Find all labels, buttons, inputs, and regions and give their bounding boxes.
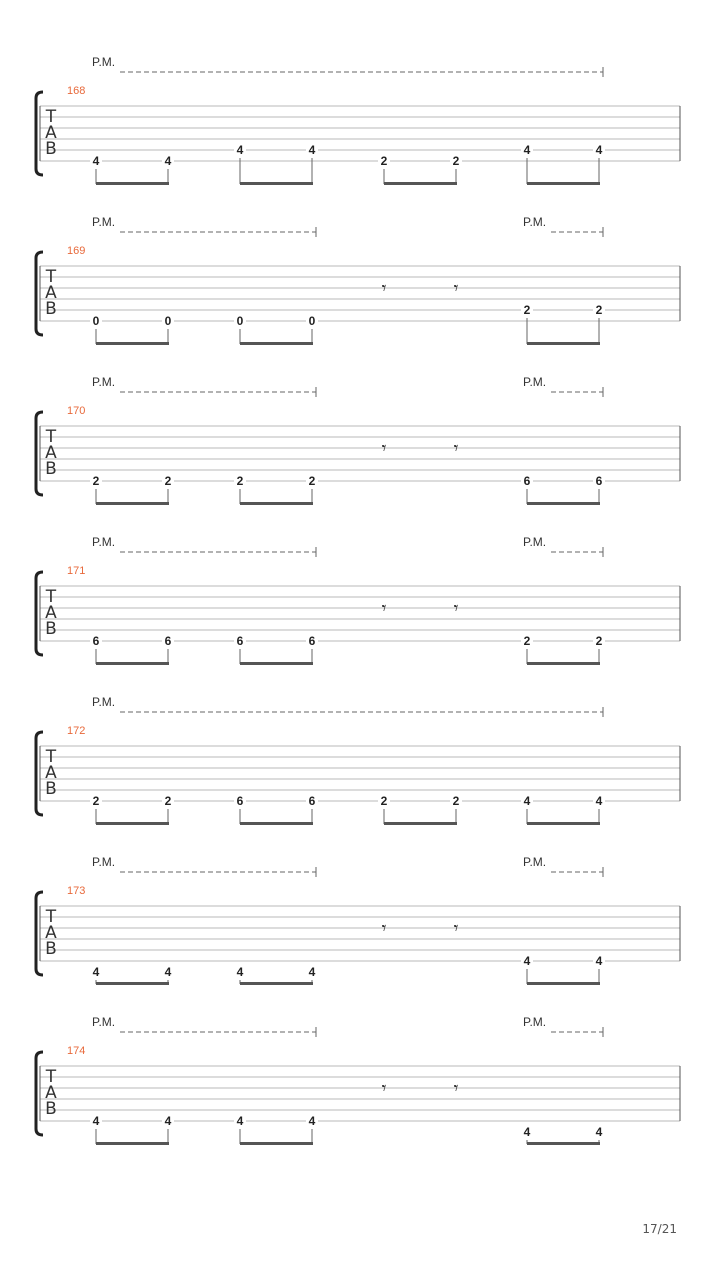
palm-mute-label: P.M.	[92, 55, 116, 69]
tab-system-170	[36, 375, 680, 505]
tab-clef-letter: B	[45, 299, 57, 319]
fret-number: 4	[236, 1114, 244, 1128]
tab-clef-letter: B	[45, 939, 57, 959]
palm-mute-label: P.M.	[92, 1015, 116, 1029]
fret-number: 2	[164, 794, 172, 808]
fret-number: 4	[164, 154, 172, 168]
eighth-beam	[96, 1142, 169, 1145]
measure-number: 171	[67, 565, 86, 577]
fret-number: 2	[236, 474, 244, 488]
measure-number: 172	[67, 725, 86, 737]
eighth-beam	[96, 182, 169, 185]
eighth-beam	[240, 182, 313, 185]
fret-number: 6	[164, 634, 172, 648]
fret-number: 2	[523, 634, 531, 648]
fret-number: 2	[452, 794, 460, 808]
palm-mute-label: P.M.	[92, 215, 116, 229]
tab-clef-letter: T	[45, 747, 57, 767]
fret-number: 4	[523, 143, 531, 157]
fret-number: 6	[308, 794, 316, 808]
eighth-rest: 𝄾	[453, 438, 459, 459]
fret-number: 2	[380, 794, 388, 808]
tab-clef-letter: B	[45, 1099, 57, 1119]
fret-number: 4	[595, 143, 603, 157]
fret-number: 4	[308, 965, 316, 979]
tab-clef-letter: T	[45, 427, 57, 447]
fret-number: 4	[92, 154, 100, 168]
tab-clef-letter: T	[45, 1067, 57, 1087]
eighth-beam	[527, 982, 600, 985]
tab-clef-letter: B	[45, 779, 57, 799]
fret-number: 4	[236, 965, 244, 979]
tab-system-171	[36, 535, 680, 665]
tab-clef-letter: B	[45, 619, 57, 639]
tab-clef-letter: A	[45, 283, 57, 303]
tab-system-174	[36, 1015, 680, 1145]
fret-number: 2	[92, 474, 100, 488]
palm-mute-label: P.M.	[92, 695, 116, 709]
fret-number: 2	[595, 303, 603, 317]
tab-system-169	[36, 215, 680, 345]
eighth-beam	[527, 342, 600, 345]
eighth-rest: 𝄾	[453, 278, 459, 299]
fret-number: 2	[523, 303, 531, 317]
palm-mute-label: P.M.	[523, 375, 547, 389]
fret-number: 2	[92, 794, 100, 808]
eighth-beam	[240, 822, 313, 825]
measure-number: 168	[67, 85, 86, 97]
eighth-beam	[527, 662, 600, 665]
tab-clef-letter: A	[45, 923, 57, 943]
eighth-beam	[384, 822, 457, 825]
fret-number: 6	[308, 634, 316, 648]
eighth-rest: 𝄾	[381, 438, 387, 459]
tab-clef-letter: T	[45, 107, 57, 127]
fret-number: 4	[523, 1125, 531, 1139]
fret-number: 2	[308, 474, 316, 488]
eighth-beam	[527, 822, 600, 825]
palm-mute-label: P.M.	[92, 535, 116, 549]
eighth-rest: 𝄾	[381, 598, 387, 619]
fret-number: 4	[164, 965, 172, 979]
fret-number: 0	[308, 314, 316, 328]
fret-number: 4	[92, 965, 100, 979]
fret-number: 0	[164, 314, 172, 328]
tab-clef-letter: A	[45, 603, 57, 623]
eighth-rest: 𝄾	[381, 918, 387, 939]
fret-number: 2	[164, 474, 172, 488]
fret-number: 4	[595, 794, 603, 808]
palm-mute-label: P.M.	[92, 375, 116, 389]
fret-number: 4	[595, 1125, 603, 1139]
fret-number: 4	[595, 954, 603, 968]
eighth-beam	[96, 342, 169, 345]
fret-number: 6	[595, 474, 603, 488]
eighth-rest: 𝄾	[453, 918, 459, 939]
eighth-rest: 𝄾	[453, 598, 459, 619]
fret-number: 2	[380, 154, 388, 168]
eighth-rest: 𝄾	[381, 1078, 387, 1099]
tab-clef-letter: A	[45, 763, 57, 783]
fret-number: 2	[595, 634, 603, 648]
tab-system-168	[36, 55, 680, 185]
measure-number: 170	[67, 405, 86, 417]
tab-clef-letter: B	[45, 139, 57, 159]
measure-number: 173	[67, 885, 86, 897]
tab-system-173	[36, 855, 680, 985]
fret-number: 6	[236, 794, 244, 808]
fret-number: 6	[92, 634, 100, 648]
eighth-beam	[384, 182, 457, 185]
measure-number: 174	[67, 1045, 86, 1057]
tab-clef-letter: A	[45, 1083, 57, 1103]
fret-number: 4	[308, 1114, 316, 1128]
eighth-beam	[527, 182, 600, 185]
page-number: 17/21	[642, 1222, 677, 1236]
palm-mute-label: P.M.	[523, 215, 547, 229]
eighth-beam	[96, 662, 169, 665]
fret-number: 4	[236, 143, 244, 157]
eighth-beam	[96, 982, 169, 985]
fret-number: 2	[452, 154, 460, 168]
eighth-beam	[96, 822, 169, 825]
eighth-rest: 𝄾	[453, 1078, 459, 1099]
tab-system-172	[36, 695, 680, 825]
eighth-beam	[240, 502, 313, 505]
eighth-beam	[96, 502, 169, 505]
fret-number: 4	[308, 143, 316, 157]
palm-mute-label: P.M.	[523, 855, 547, 869]
eighth-rest: 𝄾	[381, 278, 387, 299]
eighth-beam	[527, 502, 600, 505]
palm-mute-label: P.M.	[523, 1015, 547, 1029]
eighth-beam	[527, 1142, 600, 1145]
tab-clef-letter: T	[45, 587, 57, 607]
eighth-beam	[240, 1142, 313, 1145]
measure-number: 169	[67, 245, 86, 257]
fret-number: 4	[523, 794, 531, 808]
fret-number: 0	[236, 314, 244, 328]
fret-number: 6	[236, 634, 244, 648]
eighth-beam	[240, 662, 313, 665]
palm-mute-label: P.M.	[92, 855, 116, 869]
tab-clef-letter: B	[45, 459, 57, 479]
tab-clef-letter: T	[45, 267, 57, 287]
palm-mute-label: P.M.	[523, 535, 547, 549]
fret-number: 4	[92, 1114, 100, 1128]
tab-clef-letter: A	[45, 123, 57, 143]
fret-number: 0	[92, 314, 100, 328]
eighth-beam	[240, 342, 313, 345]
fret-number: 6	[523, 474, 531, 488]
tab-clef-letter: T	[45, 907, 57, 927]
tab-clef-letter: A	[45, 443, 57, 463]
eighth-beam	[240, 982, 313, 985]
fret-number: 4	[164, 1114, 172, 1128]
fret-number: 4	[523, 954, 531, 968]
